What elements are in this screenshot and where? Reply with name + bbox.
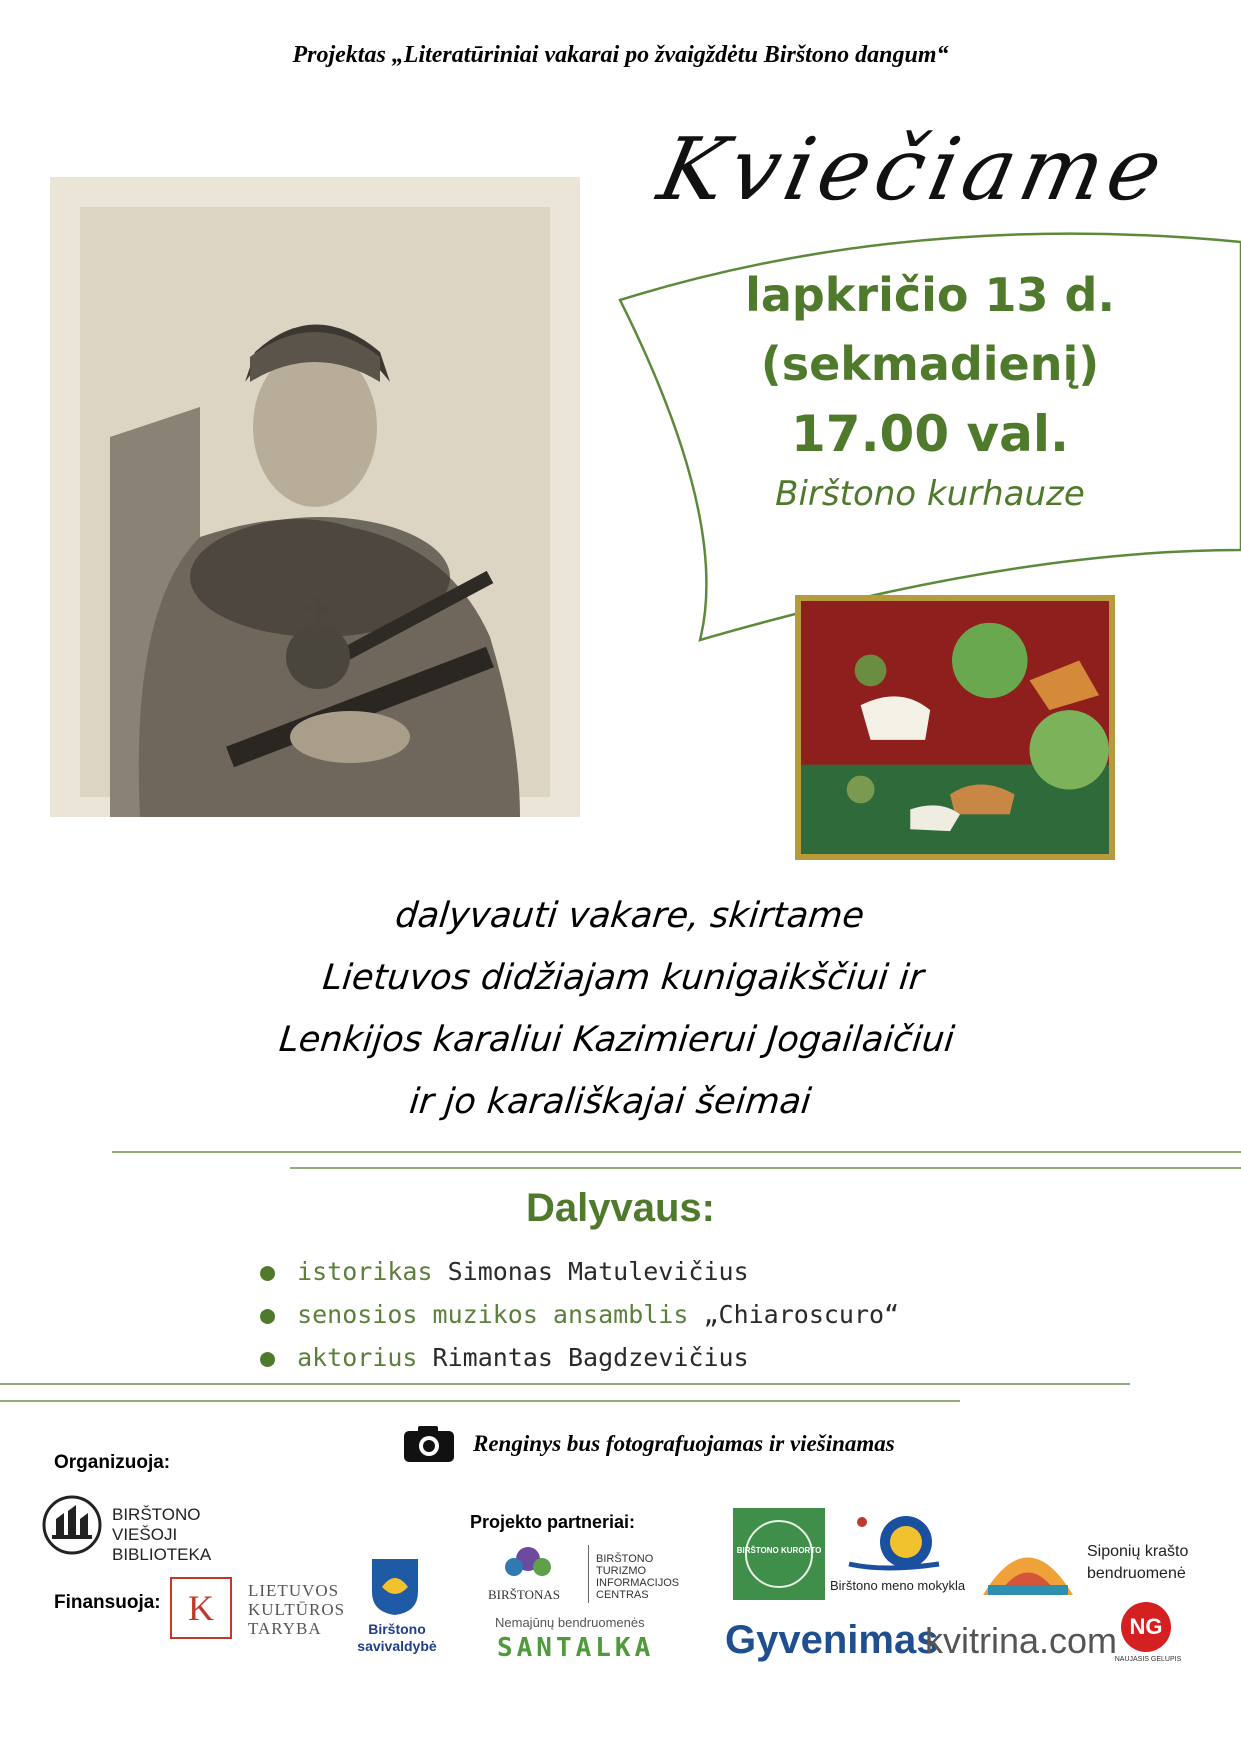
hunt-miniature-image — [795, 595, 1115, 860]
ng-logo — [1113, 1602, 1183, 1672]
participants-title: Dalyvaus: — [526, 1186, 715, 1230]
ng-badge-icon: NG — [1121, 1602, 1171, 1652]
coat-of-arms-icon — [370, 1557, 420, 1617]
participant-role: senosios muzikos ansamblis — [297, 1300, 689, 1329]
k-icon: K — [170, 1577, 232, 1639]
bullet-icon: ● — [260, 1257, 276, 1286]
gyvenimas-logo: Gyvenimas — [725, 1618, 939, 1662]
event-venue: Birštono kurhauze — [775, 474, 1085, 514]
description-line: Lenkijos karaliui Kazimierui Jogailaičiui — [277, 1020, 957, 1060]
siponiu-text — [1087, 1541, 1188, 1585]
logo-text: VIEŠOJI BIBLIOTEKA — [112, 1525, 212, 1564]
logo-text: bendruomenė — [1087, 1565, 1186, 1582]
description-line: dalyvauti vakare, skirtame — [393, 896, 867, 936]
project-title: Projektas „Literatūriniai vakarai po žvaigždėtu Birštono dangum“ — [292, 42, 949, 68]
funder-label: Finansuoja: — [54, 1592, 161, 1613]
municipality-logo — [352, 1557, 442, 1662]
logo-text: Siponių krašto — [1087, 1543, 1189, 1560]
participant-role: istorikas — [297, 1257, 433, 1286]
partners-label: Projekto partneriai: — [470, 1512, 636, 1532]
logo-text: BIRŠTONO — [112, 1505, 201, 1524]
logo-text: savivaldybė — [357, 1638, 437, 1654]
participant-name: Rimantas Bagdzevičius — [432, 1343, 749, 1372]
bullet-icon: ● — [260, 1343, 276, 1372]
meno-mokykla-logo — [830, 1512, 970, 1602]
logo-text: SANTALKA — [497, 1633, 655, 1663]
siponiu-logo — [978, 1530, 1078, 1600]
lkt-logo — [170, 1577, 346, 1643]
logo-text: TARYBA — [248, 1619, 322, 1638]
logo-text: Birštono meno mokykla — [830, 1578, 966, 1593]
kurorto-logo — [733, 1508, 825, 1600]
camera-icon — [403, 1425, 455, 1463]
event-time: 17.00 val. — [790, 405, 1070, 463]
description-line: Lietuvos didžiajam kunigaikščiui ir — [320, 958, 926, 998]
kvitrina-logo: kvitrina.com — [925, 1620, 1118, 1661]
divider-line — [0, 1383, 1130, 1385]
participant-name: „Chiaroscuro“ — [703, 1300, 900, 1329]
list-item — [260, 1336, 1160, 1379]
snail-icon — [844, 1512, 954, 1572]
birstonas-tic-logo — [488, 1545, 718, 1605]
event-date: lapkričio 13 d. — [745, 268, 1115, 322]
logo-text: BIRŠTONAS — [488, 1587, 561, 1602]
description-line: ir jo karališkajai šeimai — [407, 1082, 813, 1122]
invitation-heading: Kviečiame — [650, 120, 1177, 220]
logo-text: NAUJASIS GELUPIS — [1114, 1656, 1182, 1663]
event-weekday: (sekmadienį) — [760, 337, 1100, 391]
participants-list — [260, 1250, 1160, 1379]
library-emblem-icon — [42, 1495, 102, 1555]
logo-text: TURIZMO INFORMACIJOS — [596, 1565, 680, 1589]
divider-line — [290, 1167, 1241, 1169]
participant-name: Simonas Matulevičius — [447, 1257, 749, 1286]
divider-line — [112, 1151, 1241, 1153]
logo-text: KULTŪROS — [248, 1600, 346, 1619]
divider-line — [0, 1400, 960, 1402]
event-description — [137, 885, 1103, 1133]
library-logo — [42, 1495, 262, 1564]
list-item — [260, 1293, 1160, 1336]
logo-text: BIRŠTONO KURORTO — [736, 1546, 822, 1555]
logo-text: Birštono — [368, 1621, 426, 1637]
photo-notice: Renginys bus fotografuojamas ir viešinamas — [473, 1431, 895, 1456]
santalka-logo — [495, 1615, 710, 1675]
sunrise-icon — [978, 1530, 1078, 1600]
logo-text: CENTRAS — [596, 1589, 649, 1601]
organizer-label: Organizuoja: — [54, 1452, 171, 1473]
logo-text: BIRŠTONO — [596, 1553, 654, 1565]
list-item — [260, 1250, 1160, 1293]
bullet-icon: ● — [260, 1300, 276, 1329]
portrait-image — [50, 177, 580, 817]
logo-text: Nemajūnų bendruomenės — [495, 1615, 645, 1630]
logo-text: LIETUVOS — [248, 1581, 340, 1600]
participant-role: aktorius — [297, 1343, 418, 1372]
birstonas-emblem-icon — [488, 1545, 568, 1585]
